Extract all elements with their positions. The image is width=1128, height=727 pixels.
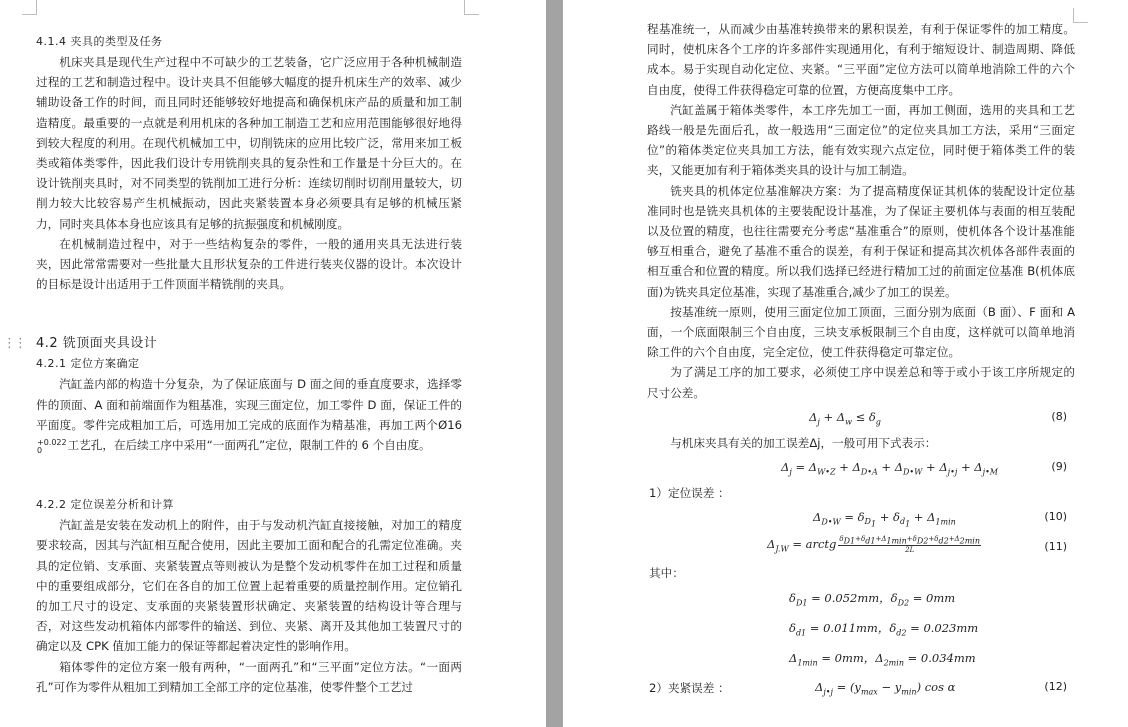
paragraph <box>36 374 462 455</box>
crop-mark-top-left <box>22 0 37 15</box>
equation-8 <box>647 403 1075 433</box>
equation-number: (9) <box>1051 460 1067 474</box>
heading-4-2-1: 4.2.1 定位方案确定 <box>36 357 140 371</box>
paragraph-text: 工艺孔，在后续工序中采用“一面两孔”定位，限制工件的 6 个自由度。 <box>67 438 431 453</box>
equation-9 <box>647 453 1075 483</box>
paragraph: 汽缸盖属于箱体类零件，本工序先加工一面，再加工侧面，选用的夹具和工艺路线一般是先面后孔，故一般选用“三面定位”的定位夹具加工方法，采用“三面定位”的箱体类定位夹具加工方法，能有效实现六点定位，同时便于箱体类工件的装夹，又能更加有利于箱体类夹具的设计与加工制造。 <box>647 102 1075 178</box>
equation-number: (10) <box>1044 510 1067 524</box>
paragraph: 铣夹具的机体定位基准解决方案：为了提高精度保证其机体的装配设计定位基准同时也是铣夹具机体的主要装配设计基准，为了保证主要机体与表面的相互装配以及位置的精度，也往往需要充分考虑“基准重合”的原则，使机体各个设计基准能够互相重合，避免了基准不重合的误差，有利于保证和提高其次机体各部件表面的相互重合和位置的精度。所以我们选择已经进行精加工过的前面定位基准 B(机体底面)为铣夹具定位基准，实现了基准重合,减少了加工的误差。 <box>647 183 1075 299</box>
right-content <box>647 19 1075 703</box>
paragraph: 箱体零件的定位方案一般有两种，“一面两孔”和“三平面”定位方法。“一面两孔”可作为零件从粗加工到精加工全部工序的定位基准，使零件整个工艺过 <box>36 659 462 694</box>
equation-formula: $\delta_{d1} = 0.011mm$，$\delta_{d2} = 0.023mm$ <box>789 621 979 638</box>
paragraph: 机床夹具是现代生产过程中不可缺少的工艺装备，它广泛应用于各种机械制造过程的工艺和制造过程中。设计夹具不但能够大幅度的提升机床生产的效率、减少辅助设备工作的时间，而且同时还能够较好地提高和确保机床产品的质量和加工制造精度。最重要的一点就是利用机床的各种加工制造工艺和应用范围能够很好地得到较大程度的利用。在现代机械加工中，切削铣床的应用比较广泛，常用来加工板类或箱体类零件，因此我们设计专用铣削夹具的复杂性和工作量是十分巨大的。在设计铣削夹具时，对不同类型的铣削加工进行分析：连续切削时切削用量较大，切削力较大比较容易产生机械振动，因此夹紧装置本身必须要具有足够的机械压紧力，同时夹具体本身也应该具有足够的抗振强度和机械刚度。 <box>36 55 462 231</box>
heading-4-2-2: 4.2.2 定位误差分析和计算 <box>36 498 174 512</box>
equation-formula: $\Delta_{J.W}$ = arctg $\delta_{D1}+\delta_{d1}+\Delta_{1min}+\delta_{D2}+\delta_{d2}+\Delta_{2min}$ 2L <box>767 535 980 555</box>
equation-formula: $\Delta_j = \Delta_{W•Z} + \Delta_{D•A} + \Delta_{D•W} + \Delta_{j•j} + \Delta_{j•M}$ <box>781 460 998 477</box>
equation-delta-small-d <box>647 613 1075 643</box>
equation-number: (8) <box>1051 409 1067 423</box>
heading-4-1-4: 4.1.4 夹具的类型及任务 <box>36 35 163 48</box>
left-content <box>36 32 462 697</box>
right-page <box>563 0 1128 727</box>
equation-formula: $\delta_{D1} = 0.052mm$，$\delta_{D2} = 0mm$ <box>789 591 956 608</box>
page-gutter <box>546 0 563 727</box>
equation-formula: $\Delta_{1min} = 0mm$，$\Delta_{2min} = 0.034mm$ <box>789 651 976 668</box>
crop-mark-top-right <box>464 0 479 15</box>
label-positioning-error: 1）定位误差 ： <box>649 486 730 501</box>
equation-number: (12) <box>1044 680 1067 694</box>
equation-formula: $\Delta_{D•W} = \delta_{D_1} + \delta_{d_1} + \Delta_{1min}$ <box>813 510 956 529</box>
paragraph: 程基准统一，从而减少由基准转换带来的累积误差，有利于保证零件的加工精度。同时，使机床各个工序的许多部件实现通用化，有利于缩短设计、制造周期、降低成本。易于实现自动化定位、夹紧。“三平面”定位方法可以简单地消除工件的六个自由度，使得工件获得稳定可靠的位置，方便高度集中工序。 <box>647 22 1075 97</box>
equation-delta-d <box>647 583 1075 613</box>
equation-delta-min <box>647 643 1075 673</box>
crop-mark-top-right <box>1073 8 1088 23</box>
paragraph-text: 汽缸盖内部的构造十分复杂，为了保证底面与 D 面之间的垂直度要求，选择零件的顶面、A 面和前端面作为粗基准，实现三面定位，加工零件 D 面，保证工件的平面度。零件完成粗加工后，可选用加工完成的底面作为精基准，再加工两个Ø16 <box>36 377 462 432</box>
tolerance-lower: 0 <box>37 446 43 456</box>
equation-number: (11) <box>1044 540 1067 554</box>
heading-4-2: 4.2 铣顶面夹具设计 <box>36 336 158 352</box>
equation-formula: $\Delta_{j•j} = (y_{max} - y_{min})$ cos α <box>815 680 956 697</box>
drag-handle-icon[interactable]: ⋮⋮ <box>3 336 25 351</box>
paragraph: 在机械制造过程中，对于一些结构复杂的零件，一般的通用夹具无法进行装夹，因此常常需要对一些批量大且形状复杂的工件进行装夹仪器的设计。本次设计的目标是设计出适用于工件顶面半精铣削的夹具。 <box>36 236 462 292</box>
equation-12 <box>647 673 1075 703</box>
tolerance-upper: +0.022 <box>37 438 67 448</box>
label-clamping-error: 2）夹紧误差 ： <box>649 681 730 696</box>
equation-11 <box>647 533 1075 563</box>
equation-formula: $\Delta_j + \Delta_w \le \delta_g$ <box>809 409 881 427</box>
left-page <box>0 0 546 727</box>
paragraph: 与机床夹具有关的加工误差Δj，一般可用下式表示： <box>670 435 937 450</box>
equation-10 <box>647 503 1075 533</box>
tolerance <box>37 439 67 455</box>
paragraph: 为了满足工序的加工要求，必须使工序中误差总和等于或小于该工序所规定的尺寸公差。 <box>647 365 1075 400</box>
paragraph: 按基准统一原则，使用三面定位加工顶面，三面分别为底面（B 面）、F 面和 A 面，一个底面限制三个自由度，三块支承板限制三个自由度，这样就可以简单地消除工件的六个自由度，完全定位，使工件获得稳定可靠定位。 <box>647 304 1075 360</box>
label-where: 其中： <box>649 566 684 581</box>
paragraph: 汽缸盖是安装在发动机上的附件，由于与发动机汽缸直接接触，对加工的精度要求较高，因其与汽缸相互配合使用，因此主要加工面和配合的孔需定位准确。夹具的定位销、支承面、夹紧装置点等则被认为是整个发动机零件在加工过程和质量中的重要组成部分，它们在各自的加工位置上起着重要的质量控制作用。定位销孔的加工尺寸的设定、支承面的夹紧装置形状确定、夹紧装置的结构设计等合理与否，对这些发动机箱体内部零件的输送、到位、夹紧、离开及其他加工装置尺寸的确定以及 CPK 值加工能力的保证等都起着决定性的影响作用。 <box>36 518 462 654</box>
